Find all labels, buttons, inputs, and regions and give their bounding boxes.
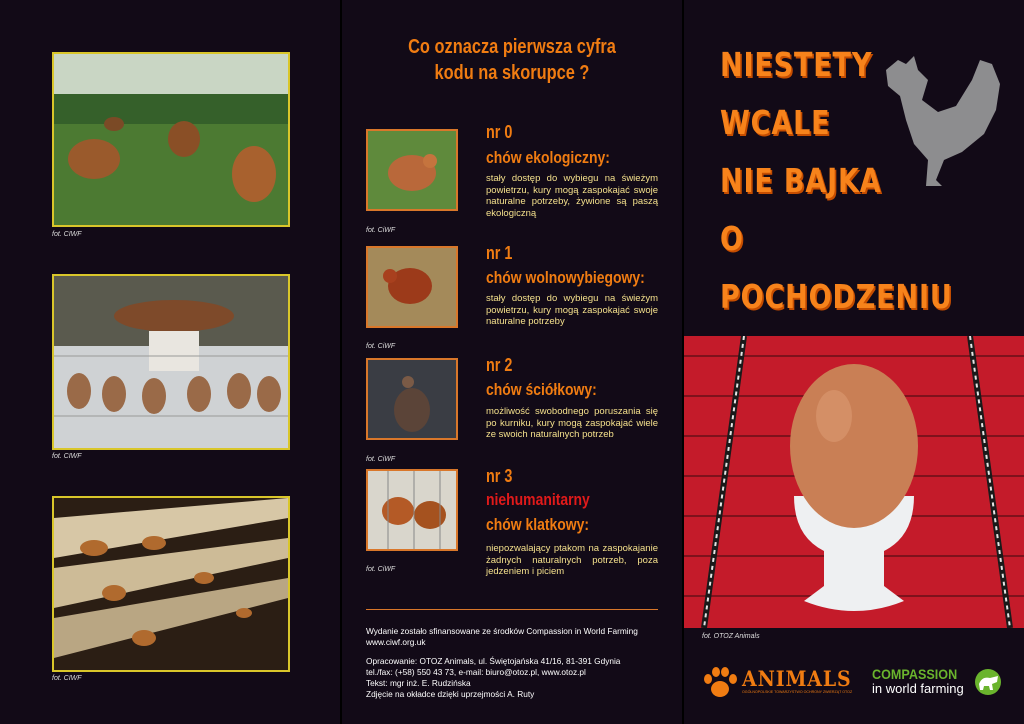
left-panel (0, 0, 340, 724)
question-heading (373, 34, 652, 86)
method-description: niepozwalający ptakom na zaspokajanie żadnych naturalnych potrzeb, poza jedzeniem i piciem (486, 543, 658, 577)
text-author: Tekst: mgr inż. E. Rudzińska (366, 678, 471, 688)
egg-in-cup-photo (684, 336, 1024, 628)
caged-hens-held-photo (52, 274, 290, 450)
title-line: O POCHODZENIU (720, 219, 953, 316)
animals-wordmark: ANIMALS (742, 666, 853, 691)
method-heading: chów ekologiczny: (486, 148, 610, 167)
ciwf-url: www.ciwf.org.uk (366, 637, 426, 647)
battery-cages-photo (52, 496, 290, 672)
photo-caption: fot. CiWF (366, 566, 396, 573)
method-description: stały dostęp do wybiegu na świeżym powietrzu, kury mogą zaspokajać swoje naturalne potrzeby, żywione są paszą ekologiczną (486, 173, 658, 219)
method-description: stały dostęp do wybiegu na świeżym powietrzu, kury mogą zaspokajać swoje naturalne potrzeby (486, 293, 658, 327)
code-number: nr 0 (486, 122, 513, 142)
code-number: nr 3 (486, 466, 513, 486)
barn-hen-photo (366, 358, 458, 440)
question-line-1: Co oznacza pierwsza cyfra (408, 36, 616, 58)
lamb-icon (972, 668, 1006, 696)
caged-hen-photo (366, 469, 458, 551)
method-description: możliwość swobodnego poruszania się po kurniku, kury mogą zaspokajać wiele ze swoich naturalnych potrzeb (486, 406, 658, 440)
rooster-icon (876, 40, 1006, 188)
method-heading: chów klatkowy: (486, 515, 590, 534)
code-number: nr 2 (486, 355, 513, 375)
method-heading-warning: niehumanitarny (486, 490, 590, 509)
photo-caption: fot. CiWF (366, 227, 396, 234)
free-range-hens-photo (52, 52, 290, 227)
code-number: nr 1 (486, 243, 513, 263)
funding-line: Wydanie zostało sfinansowane ze środków Compassion in World Farming (366, 626, 638, 636)
title-line: NIE BAJKA (720, 161, 882, 200)
organic-hen-photo (366, 129, 458, 211)
photo-caption: fot. CiWF (366, 343, 396, 350)
title-line: NIESTETY (720, 45, 873, 84)
method-heading: chów wolnowybiegowy: (486, 268, 645, 287)
ciwf-wordmark: COMPASSION (872, 666, 958, 682)
divider (366, 609, 658, 610)
right-panel (684, 0, 1024, 724)
author-org: Opracowanie: OTOZ Animals, ul. Świętojańska 41/16, 81-391 Gdynia (366, 656, 621, 666)
footer-credits (366, 626, 666, 700)
photo-caption: fot. CIWF (52, 231, 82, 238)
cover-photo-credit: Zdjęcie na okładce dzięki uprzejmości A. Ruty (366, 689, 535, 699)
photo-caption: fot. OTOZ Animals (702, 633, 760, 640)
photo-caption: fot. CiWF (366, 456, 396, 463)
question-line-2: kodu na skorupce ? (434, 62, 590, 84)
method-heading: chów ściółkowy: (486, 380, 597, 399)
paw-icon (702, 666, 738, 700)
contact-line: tel./fax: (+58) 550 43 73, e-mail: biuro@otoz.pl, www.otoz.pl (366, 667, 586, 677)
animals-subline: OGÓLNOPOLSKIE TOWARZYSTWO OCHRONY ZWIERZĄT OTOZ (742, 690, 853, 694)
free-range-hen-photo (366, 246, 458, 328)
middle-panel (342, 0, 682, 724)
photo-caption: fot. CIWF (52, 453, 82, 460)
ciwf-logo (872, 666, 967, 696)
otoz-animals-logo (702, 666, 864, 700)
title-line: WCALE (720, 103, 831, 142)
photo-caption: fot. CIWF (52, 675, 82, 682)
ciwf-tagline: in world farming (872, 681, 964, 696)
